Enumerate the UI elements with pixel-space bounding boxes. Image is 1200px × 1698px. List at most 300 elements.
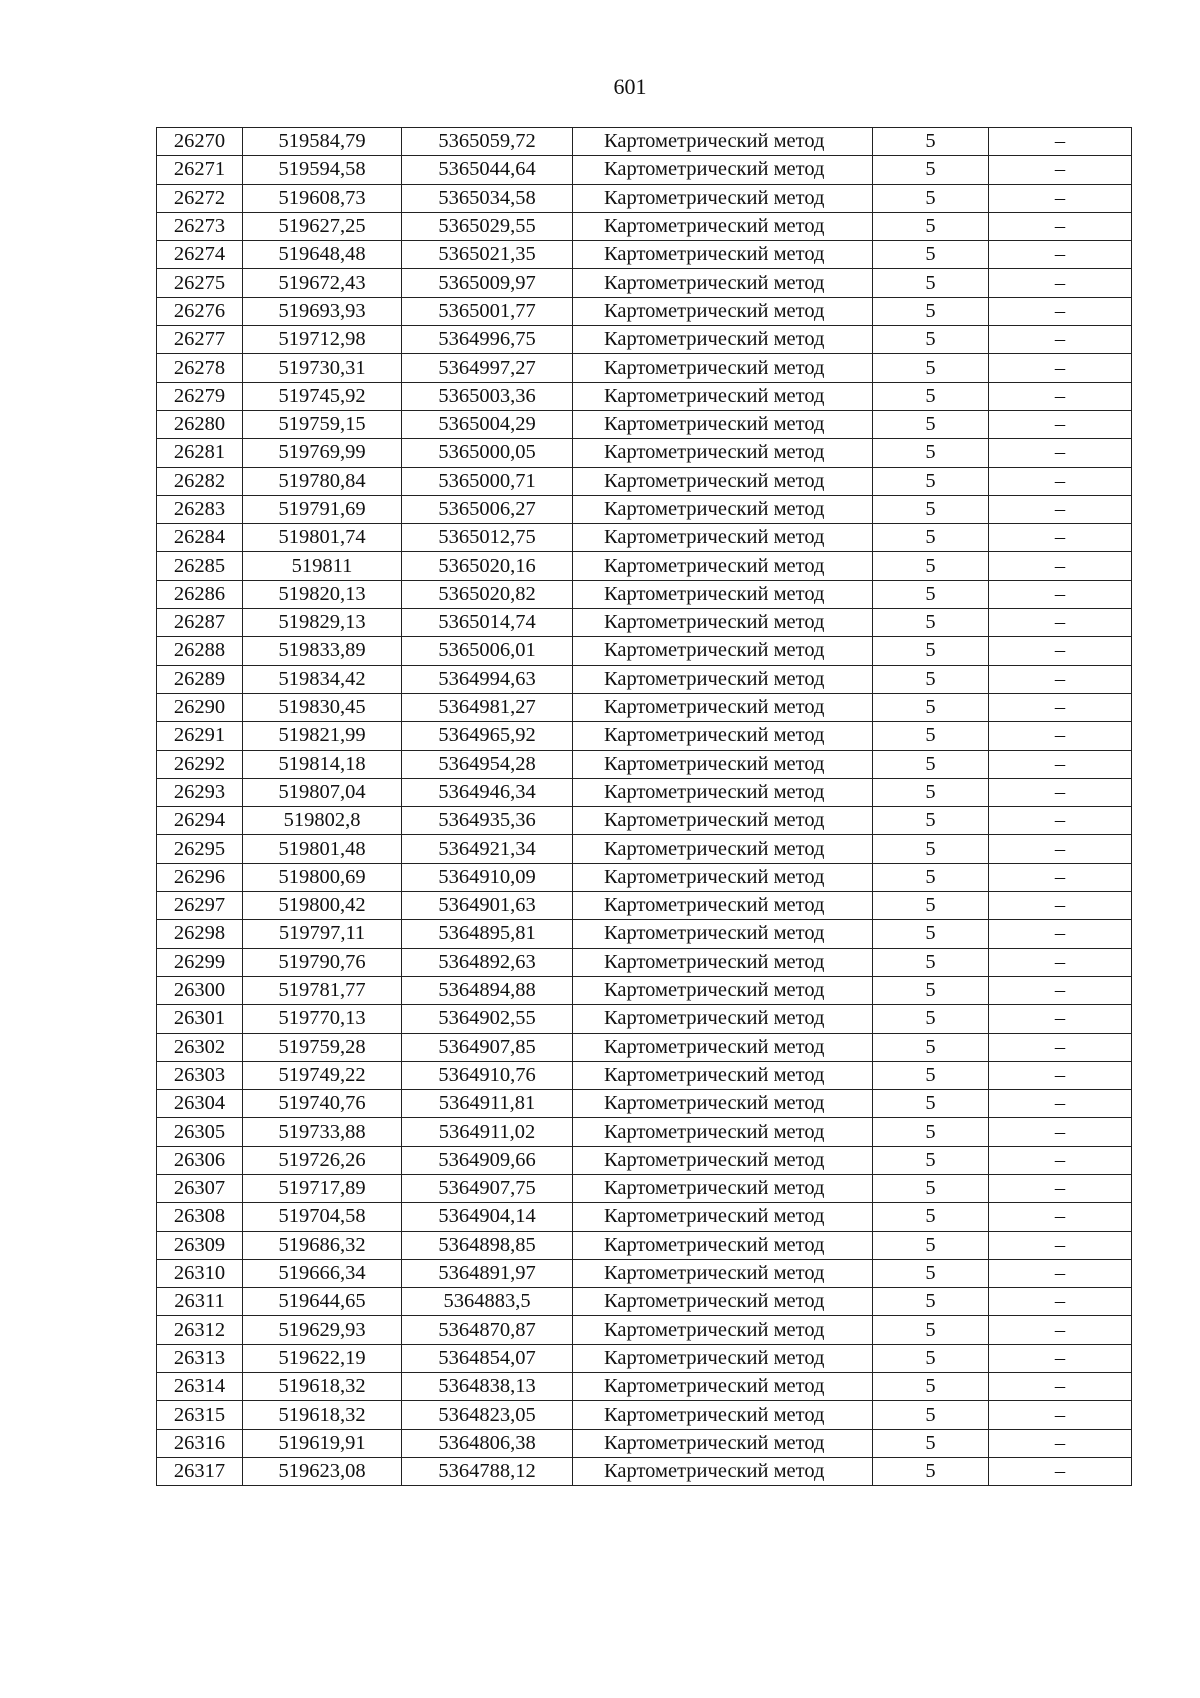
method-cell: Картометрический метод: [573, 297, 873, 325]
method-cell: Картометрический метод: [573, 722, 873, 750]
description-cell: –: [989, 609, 1132, 637]
x-coordinate-cell: 519791,69: [243, 495, 402, 523]
method-cell: Картометрический метод: [573, 1344, 873, 1372]
description-cell: –: [989, 495, 1132, 523]
accuracy-cell: 5: [873, 1174, 989, 1202]
x-coordinate-cell: 519584,79: [243, 128, 402, 156]
point-number-cell: 26301: [157, 1005, 243, 1033]
method-cell: Картометрический метод: [573, 128, 873, 156]
table-row: [157, 1033, 1132, 1061]
description-cell: –: [989, 722, 1132, 750]
method-cell: Картометрический метод: [573, 1259, 873, 1287]
method-cell: Картометрический метод: [573, 863, 873, 891]
point-number-cell: 26278: [157, 354, 243, 382]
x-coordinate-cell: 519811: [243, 552, 402, 580]
x-coordinate-cell: 519745,92: [243, 382, 402, 410]
point-number-cell: 26292: [157, 750, 243, 778]
x-coordinate-cell: 519686,32: [243, 1231, 402, 1259]
method-cell: Картометрический метод: [573, 976, 873, 1004]
x-coordinate-cell: 519833,89: [243, 637, 402, 665]
coordinates-table-body: [157, 128, 1132, 1486]
description-cell: –: [989, 184, 1132, 212]
table-row: [157, 835, 1132, 863]
x-coordinate-cell: 519618,32: [243, 1373, 402, 1401]
x-coordinate-cell: 519717,89: [243, 1174, 402, 1202]
description-cell: –: [989, 750, 1132, 778]
table-row: [157, 212, 1132, 240]
method-cell: Картометрический метод: [573, 637, 873, 665]
y-coordinate-cell: 5364911,02: [402, 1118, 573, 1146]
method-cell: Картометрический метод: [573, 1203, 873, 1231]
point-number-cell: 26277: [157, 326, 243, 354]
y-coordinate-cell: 5364883,5: [402, 1288, 573, 1316]
description-cell: –: [989, 1231, 1132, 1259]
y-coordinate-cell: 5364910,76: [402, 1061, 573, 1089]
accuracy-cell: 5: [873, 297, 989, 325]
accuracy-cell: 5: [873, 1146, 989, 1174]
x-coordinate-cell: 519740,76: [243, 1090, 402, 1118]
table-row: [157, 1090, 1132, 1118]
point-number-cell: 26287: [157, 609, 243, 637]
point-number-cell: 26283: [157, 495, 243, 523]
y-coordinate-cell: 5364854,07: [402, 1344, 573, 1372]
accuracy-cell: 5: [873, 1429, 989, 1457]
description-cell: –: [989, 1146, 1132, 1174]
method-cell: Картометрический метод: [573, 382, 873, 410]
method-cell: Картометрический метод: [573, 156, 873, 184]
description-cell: –: [989, 439, 1132, 467]
table-row: [157, 326, 1132, 354]
description-cell: –: [989, 892, 1132, 920]
y-coordinate-cell: 5364806,38: [402, 1429, 573, 1457]
x-coordinate-cell: 519693,93: [243, 297, 402, 325]
method-cell: Картометрический метод: [573, 1373, 873, 1401]
point-number-cell: 26285: [157, 552, 243, 580]
accuracy-cell: 5: [873, 326, 989, 354]
method-cell: Картометрический метод: [573, 1174, 873, 1202]
table-row: [157, 410, 1132, 438]
accuracy-cell: 5: [873, 835, 989, 863]
table-row: [157, 156, 1132, 184]
accuracy-cell: 5: [873, 892, 989, 920]
description-cell: –: [989, 693, 1132, 721]
table-row: [157, 1174, 1132, 1202]
accuracy-cell: 5: [873, 439, 989, 467]
x-coordinate-cell: 519834,42: [243, 665, 402, 693]
description-cell: –: [989, 1061, 1132, 1089]
description-cell: –: [989, 976, 1132, 1004]
point-number-cell: 26296: [157, 863, 243, 891]
description-cell: –: [989, 212, 1132, 240]
x-coordinate-cell: 519820,13: [243, 580, 402, 608]
table-row: [157, 665, 1132, 693]
x-coordinate-cell: 519790,76: [243, 948, 402, 976]
method-cell: Картометрический метод: [573, 609, 873, 637]
y-coordinate-cell: 5365006,01: [402, 637, 573, 665]
x-coordinate-cell: 519800,42: [243, 892, 402, 920]
description-cell: –: [989, 156, 1132, 184]
table-row: [157, 976, 1132, 1004]
y-coordinate-cell: 5365059,72: [402, 128, 573, 156]
y-coordinate-cell: 5365020,16: [402, 552, 573, 580]
table-row: [157, 1005, 1132, 1033]
accuracy-cell: 5: [873, 863, 989, 891]
y-coordinate-cell: 5364907,75: [402, 1174, 573, 1202]
description-cell: –: [989, 1259, 1132, 1287]
point-number-cell: 26271: [157, 156, 243, 184]
y-coordinate-cell: 5364838,13: [402, 1373, 573, 1401]
table-row: [157, 637, 1132, 665]
description-cell: –: [989, 524, 1132, 552]
x-coordinate-cell: 519629,93: [243, 1316, 402, 1344]
description-cell: –: [989, 552, 1132, 580]
x-coordinate-cell: 519770,13: [243, 1005, 402, 1033]
method-cell: Картометрический метод: [573, 750, 873, 778]
description-cell: –: [989, 835, 1132, 863]
point-number-cell: 26282: [157, 467, 243, 495]
x-coordinate-cell: 519749,22: [243, 1061, 402, 1089]
y-coordinate-cell: 5365006,27: [402, 495, 573, 523]
method-cell: Картометрический метод: [573, 693, 873, 721]
x-coordinate-cell: 519807,04: [243, 778, 402, 806]
description-cell: –: [989, 863, 1132, 891]
y-coordinate-cell: 5364996,75: [402, 326, 573, 354]
accuracy-cell: 5: [873, 128, 989, 156]
point-number-cell: 26290: [157, 693, 243, 721]
description-cell: –: [989, 580, 1132, 608]
description-cell: –: [989, 1288, 1132, 1316]
table-row: [157, 1231, 1132, 1259]
accuracy-cell: 5: [873, 920, 989, 948]
table-row: [157, 580, 1132, 608]
x-coordinate-cell: 519781,77: [243, 976, 402, 1004]
method-cell: Картометрический метод: [573, 1316, 873, 1344]
y-coordinate-cell: 5364788,12: [402, 1457, 573, 1485]
x-coordinate-cell: 519733,88: [243, 1118, 402, 1146]
accuracy-cell: 5: [873, 778, 989, 806]
table-row: [157, 948, 1132, 976]
table-row: [157, 1316, 1132, 1344]
method-cell: Картометрический метод: [573, 948, 873, 976]
point-number-cell: 26314: [157, 1373, 243, 1401]
description-cell: –: [989, 1090, 1132, 1118]
table-row: [157, 609, 1132, 637]
accuracy-cell: 5: [873, 1316, 989, 1344]
table-row: [157, 778, 1132, 806]
method-cell: Картометрический метод: [573, 241, 873, 269]
method-cell: Картометрический метод: [573, 184, 873, 212]
description-cell: –: [989, 1174, 1132, 1202]
point-number-cell: 26289: [157, 665, 243, 693]
accuracy-cell: 5: [873, 1203, 989, 1231]
description-cell: –: [989, 326, 1132, 354]
table-row: [157, 1146, 1132, 1174]
method-cell: Картометрический метод: [573, 1061, 873, 1089]
method-cell: Картометрический метод: [573, 467, 873, 495]
description-cell: –: [989, 1118, 1132, 1146]
method-cell: Картометрический метод: [573, 354, 873, 382]
description-cell: –: [989, 1005, 1132, 1033]
accuracy-cell: 5: [873, 1259, 989, 1287]
method-cell: Картометрический метод: [573, 1288, 873, 1316]
point-number-cell: 26299: [157, 948, 243, 976]
y-coordinate-cell: 5364981,27: [402, 693, 573, 721]
y-coordinate-cell: 5364910,09: [402, 863, 573, 891]
method-cell: Картометрический метод: [573, 1090, 873, 1118]
accuracy-cell: 5: [873, 580, 989, 608]
y-coordinate-cell: 5364935,36: [402, 807, 573, 835]
method-cell: Картометрический метод: [573, 552, 873, 580]
table-row: [157, 863, 1132, 891]
point-number-cell: 26309: [157, 1231, 243, 1259]
description-cell: –: [989, 1033, 1132, 1061]
point-number-cell: 26315: [157, 1401, 243, 1429]
point-number-cell: 26286: [157, 580, 243, 608]
y-coordinate-cell: 5364904,14: [402, 1203, 573, 1231]
x-coordinate-cell: 519801,74: [243, 524, 402, 552]
method-cell: Картометрический метод: [573, 439, 873, 467]
point-number-cell: 26279: [157, 382, 243, 410]
x-coordinate-cell: 519780,84: [243, 467, 402, 495]
method-cell: Картометрический метод: [573, 495, 873, 523]
table-row: [157, 382, 1132, 410]
description-cell: –: [989, 1457, 1132, 1485]
description-cell: –: [989, 297, 1132, 325]
method-cell: Картометрический метод: [573, 269, 873, 297]
x-coordinate-cell: 519759,15: [243, 410, 402, 438]
x-coordinate-cell: 519821,99: [243, 722, 402, 750]
point-number-cell: 26302: [157, 1033, 243, 1061]
y-coordinate-cell: 5364911,81: [402, 1090, 573, 1118]
accuracy-cell: 5: [873, 1118, 989, 1146]
description-cell: –: [989, 354, 1132, 382]
point-number-cell: 26312: [157, 1316, 243, 1344]
x-coordinate-cell: 519627,25: [243, 212, 402, 240]
accuracy-cell: 5: [873, 552, 989, 580]
y-coordinate-cell: 5365014,74: [402, 609, 573, 637]
y-coordinate-cell: 5364997,27: [402, 354, 573, 382]
accuracy-cell: 5: [873, 807, 989, 835]
y-coordinate-cell: 5365004,29: [402, 410, 573, 438]
description-cell: –: [989, 269, 1132, 297]
page-number: 601: [613, 74, 647, 99]
y-coordinate-cell: 5364921,34: [402, 835, 573, 863]
accuracy-cell: 5: [873, 1401, 989, 1429]
table-row: [157, 1288, 1132, 1316]
point-number-cell: 26293: [157, 778, 243, 806]
accuracy-cell: 5: [873, 467, 989, 495]
accuracy-cell: 5: [873, 1090, 989, 1118]
accuracy-cell: 5: [873, 948, 989, 976]
table-row: [157, 1118, 1132, 1146]
accuracy-cell: 5: [873, 1033, 989, 1061]
y-coordinate-cell: 5364891,97: [402, 1259, 573, 1287]
description-cell: –: [989, 241, 1132, 269]
method-cell: Картометрический метод: [573, 524, 873, 552]
accuracy-cell: 5: [873, 1457, 989, 1485]
point-number-cell: 26300: [157, 976, 243, 1004]
x-coordinate-cell: 519814,18: [243, 750, 402, 778]
point-number-cell: 26291: [157, 722, 243, 750]
accuracy-cell: 5: [873, 495, 989, 523]
method-cell: Картометрический метод: [573, 892, 873, 920]
point-number-cell: 26281: [157, 439, 243, 467]
accuracy-cell: 5: [873, 1344, 989, 1372]
y-coordinate-cell: 5365000,05: [402, 439, 573, 467]
x-coordinate-cell: 519800,69: [243, 863, 402, 891]
point-number-cell: 26297: [157, 892, 243, 920]
point-number-cell: 26295: [157, 835, 243, 863]
y-coordinate-cell: 5365012,75: [402, 524, 573, 552]
method-cell: Картометрический метод: [573, 807, 873, 835]
point-number-cell: 26298: [157, 920, 243, 948]
x-coordinate-cell: 519644,65: [243, 1288, 402, 1316]
point-number-cell: 26288: [157, 637, 243, 665]
method-cell: Картометрический метод: [573, 326, 873, 354]
table-row: [157, 807, 1132, 835]
point-number-cell: 26274: [157, 241, 243, 269]
table-row: [157, 297, 1132, 325]
y-coordinate-cell: 5364894,88: [402, 976, 573, 1004]
table-row: [157, 693, 1132, 721]
description-cell: –: [989, 637, 1132, 665]
point-number-cell: 26308: [157, 1203, 243, 1231]
point-number-cell: 26270: [157, 128, 243, 156]
point-number-cell: 26294: [157, 807, 243, 835]
x-coordinate-cell: 519730,31: [243, 354, 402, 382]
method-cell: Картометрический метод: [573, 580, 873, 608]
method-cell: Картометрический метод: [573, 1429, 873, 1457]
accuracy-cell: 5: [873, 1231, 989, 1259]
x-coordinate-cell: 519648,48: [243, 241, 402, 269]
y-coordinate-cell: 5364823,05: [402, 1401, 573, 1429]
x-coordinate-cell: 519802,8: [243, 807, 402, 835]
y-coordinate-cell: 5365009,97: [402, 269, 573, 297]
method-cell: Картометрический метод: [573, 920, 873, 948]
description-cell: –: [989, 1316, 1132, 1344]
description-cell: –: [989, 410, 1132, 438]
point-number-cell: 26276: [157, 297, 243, 325]
y-coordinate-cell: 5364965,92: [402, 722, 573, 750]
point-number-cell: 26316: [157, 1429, 243, 1457]
x-coordinate-cell: 519672,43: [243, 269, 402, 297]
y-coordinate-cell: 5364994,63: [402, 665, 573, 693]
x-coordinate-cell: 519618,32: [243, 1401, 402, 1429]
y-coordinate-cell: 5365000,71: [402, 467, 573, 495]
y-coordinate-cell: 5364946,34: [402, 778, 573, 806]
point-number-cell: 26273: [157, 212, 243, 240]
description-cell: –: [989, 128, 1132, 156]
description-cell: –: [989, 778, 1132, 806]
point-number-cell: 26303: [157, 1061, 243, 1089]
point-number-cell: 26317: [157, 1457, 243, 1485]
y-coordinate-cell: 5364870,87: [402, 1316, 573, 1344]
table-row: [157, 920, 1132, 948]
x-coordinate-cell: 519726,26: [243, 1146, 402, 1174]
table-row: [157, 1061, 1132, 1089]
method-cell: Картометрический метод: [573, 1005, 873, 1033]
table-row: [157, 495, 1132, 523]
method-cell: Картометрический метод: [573, 212, 873, 240]
point-number-cell: 26275: [157, 269, 243, 297]
description-cell: –: [989, 948, 1132, 976]
table-row: [157, 1429, 1132, 1457]
y-coordinate-cell: 5364898,85: [402, 1231, 573, 1259]
accuracy-cell: 5: [873, 410, 989, 438]
method-cell: Картометрический метод: [573, 1118, 873, 1146]
accuracy-cell: 5: [873, 241, 989, 269]
accuracy-cell: 5: [873, 269, 989, 297]
x-coordinate-cell: 519801,48: [243, 835, 402, 863]
table-row: [157, 722, 1132, 750]
table-row: [157, 1401, 1132, 1429]
method-cell: Картометрический метод: [573, 778, 873, 806]
description-cell: –: [989, 1373, 1132, 1401]
point-number-cell: 26306: [157, 1146, 243, 1174]
description-cell: –: [989, 665, 1132, 693]
accuracy-cell: 5: [873, 637, 989, 665]
table-row: [157, 1259, 1132, 1287]
accuracy-cell: 5: [873, 1005, 989, 1033]
x-coordinate-cell: 519830,45: [243, 693, 402, 721]
table-row: [157, 467, 1132, 495]
point-number-cell: 26305: [157, 1118, 243, 1146]
table-row: [157, 1203, 1132, 1231]
method-cell: Картометрический метод: [573, 1401, 873, 1429]
description-cell: –: [989, 467, 1132, 495]
y-coordinate-cell: 5364895,81: [402, 920, 573, 948]
table-row: [157, 1457, 1132, 1485]
point-number-cell: 26310: [157, 1259, 243, 1287]
point-number-cell: 26272: [157, 184, 243, 212]
x-coordinate-cell: 519666,34: [243, 1259, 402, 1287]
method-cell: Картометрический метод: [573, 835, 873, 863]
accuracy-cell: 5: [873, 693, 989, 721]
point-number-cell: 26284: [157, 524, 243, 552]
x-coordinate-cell: 519623,08: [243, 1457, 402, 1485]
accuracy-cell: 5: [873, 354, 989, 382]
point-number-cell: 26280: [157, 410, 243, 438]
accuracy-cell: 5: [873, 1061, 989, 1089]
method-cell: Картометрический метод: [573, 410, 873, 438]
accuracy-cell: 5: [873, 722, 989, 750]
description-cell: –: [989, 1401, 1132, 1429]
table-row: [157, 892, 1132, 920]
table-row: [157, 439, 1132, 467]
description-cell: –: [989, 1344, 1132, 1372]
accuracy-cell: 5: [873, 382, 989, 410]
table-row: [157, 524, 1132, 552]
table-row: [157, 241, 1132, 269]
accuracy-cell: 5: [873, 184, 989, 212]
table-row: [157, 128, 1132, 156]
accuracy-cell: 5: [873, 212, 989, 240]
table-row: [157, 1373, 1132, 1401]
y-coordinate-cell: 5365021,35: [402, 241, 573, 269]
accuracy-cell: 5: [873, 665, 989, 693]
accuracy-cell: 5: [873, 1288, 989, 1316]
y-coordinate-cell: 5364954,28: [402, 750, 573, 778]
y-coordinate-cell: 5364907,85: [402, 1033, 573, 1061]
y-coordinate-cell: 5364901,63: [402, 892, 573, 920]
x-coordinate-cell: 519704,58: [243, 1203, 402, 1231]
y-coordinate-cell: 5364909,66: [402, 1146, 573, 1174]
method-cell: Картометрический метод: [573, 1146, 873, 1174]
accuracy-cell: 5: [873, 609, 989, 637]
y-coordinate-cell: 5365001,77: [402, 297, 573, 325]
method-cell: Картометрический метод: [573, 665, 873, 693]
accuracy-cell: 5: [873, 976, 989, 1004]
